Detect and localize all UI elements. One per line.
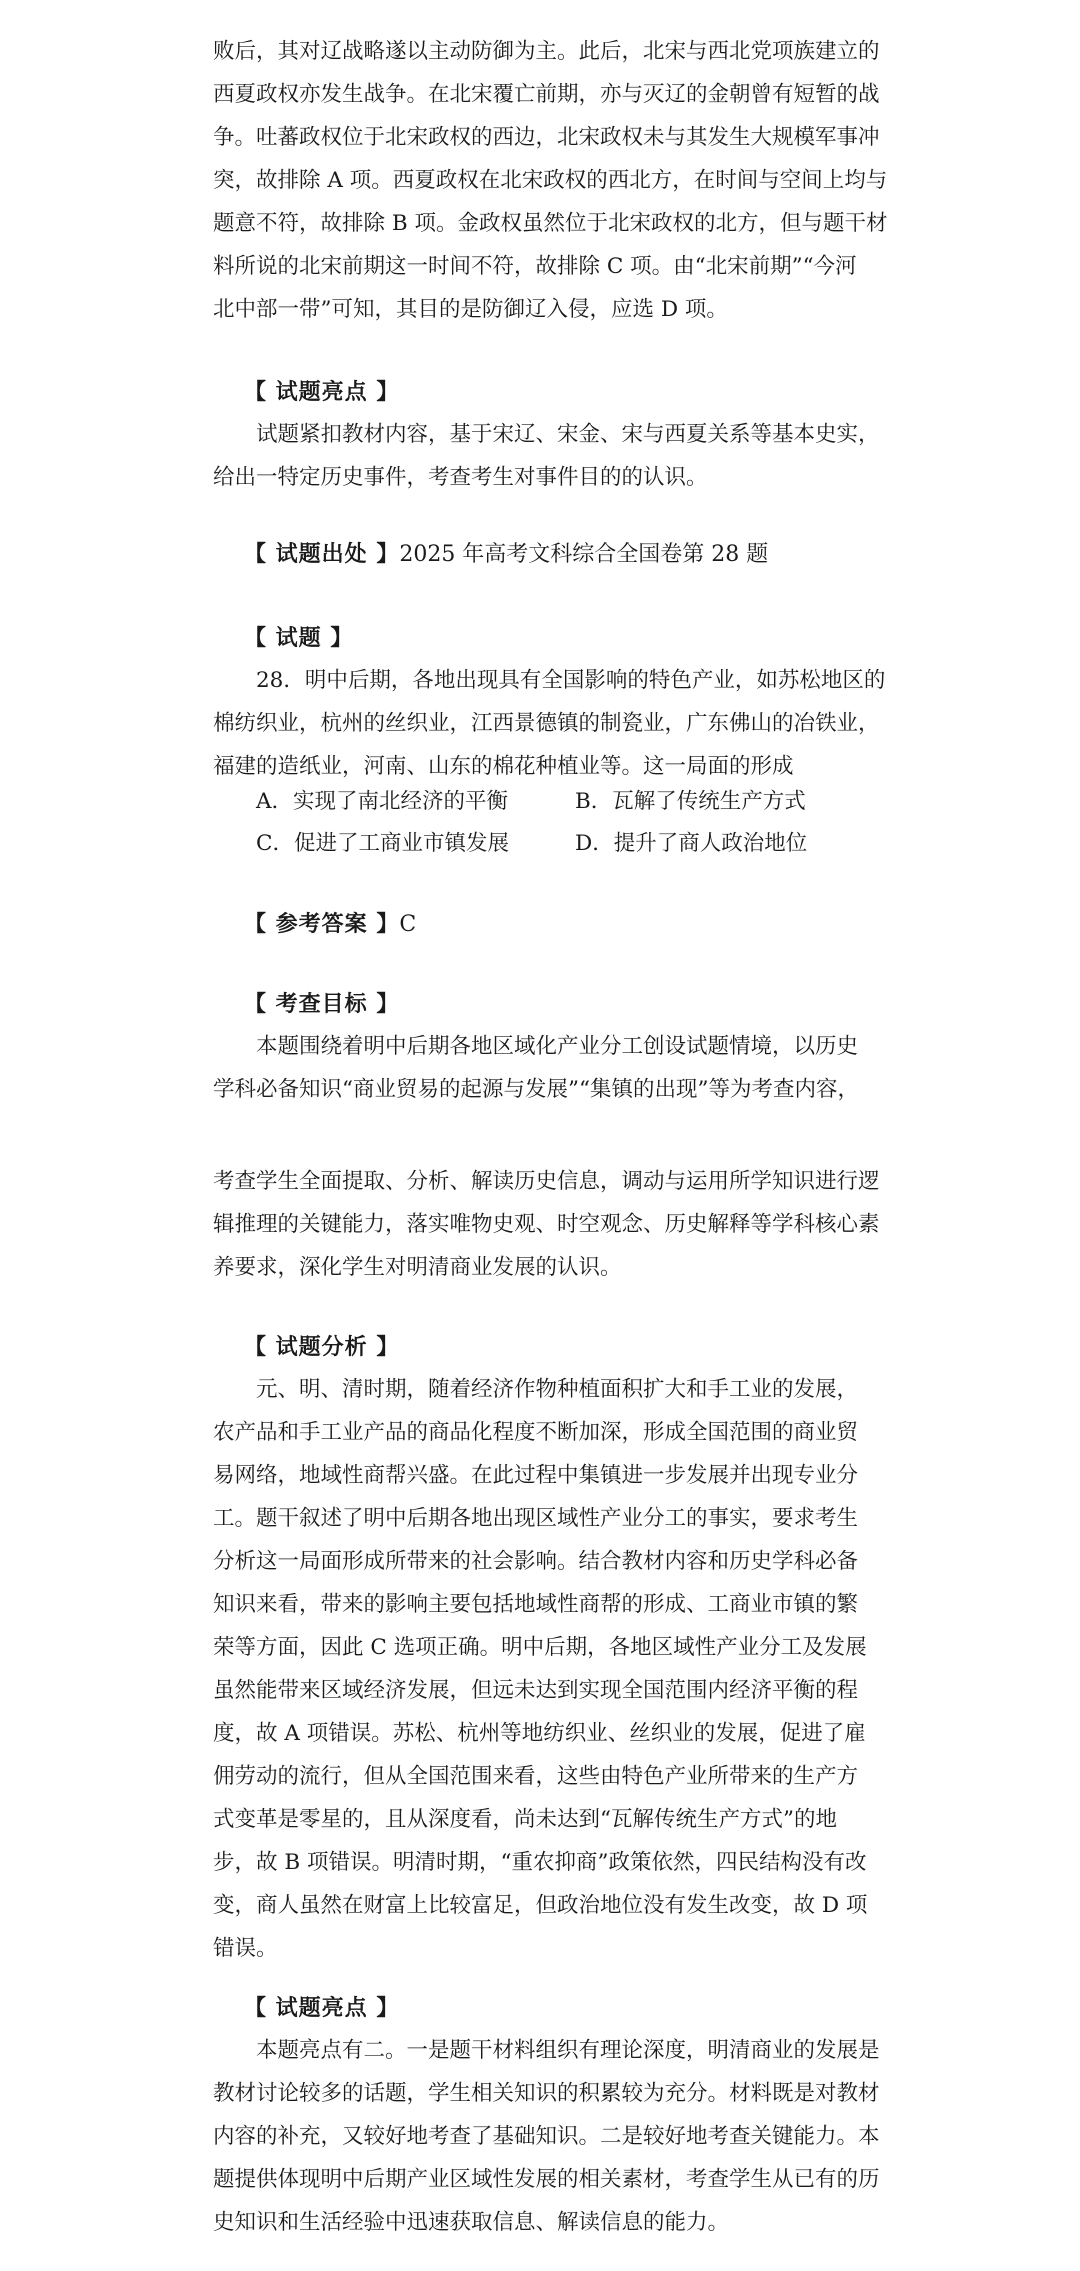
text-line: 养要求，深化学生对明清商业发展的认识。 [213, 1255, 622, 1280]
text-line: 题意不符，故排除 B 项。金政权虽然位于北宋政权的北方，但与题干材 [213, 211, 888, 236]
text-line: 料所说的北宋前期这一时间不符，故排除 C 项。由“北宋前期”“今河 [213, 254, 857, 279]
objective-paragraph-a [213, 1025, 859, 1111]
section-heading-answer: 【 参考答案 】C [244, 912, 417, 937]
text-line: 28．明中后期，各地出现具有全国影响的特色产业，如苏松地区的 [256, 668, 886, 693]
text-line: 式变革是零星的，且从深度看，尚未达到“瓦解传统生产方式”的地 [213, 1807, 837, 1832]
question-stem [213, 659, 885, 788]
section-heading-objective: 【 考查目标 】 [244, 992, 400, 1017]
text-line: 工。题干叙述了明中后期各地出现区域性产业分工的事实，要求考生 [213, 1506, 859, 1531]
text-line: 变，商人虽然在财富上比较富足，但政治地位没有发生改变，故 D 项 [213, 1893, 868, 1918]
text-line: 西夏政权亦发生战争。在北宋覆亡前期，亦与灭辽的金朝曾有短暂的战 [213, 82, 880, 107]
source-value: 2025 年高考文科综合全国卷第 28 题 [399, 542, 769, 567]
text-line: 福建的造纸业，河南、山东的棉花种植业等。这一局面的形成 [213, 754, 794, 779]
text-line: 元、明、清时期，随着经济作物种植面积扩大和手工业的发展， [256, 1377, 859, 1402]
text-line: 荣等方面，因此 C 选项正确。明中后期，各地区域性产业分工及发展 [213, 1635, 867, 1660]
text-line: 败后，其对辽战略遂以主动防御为主。此后，北宋与西北党项族建立的 [213, 39, 880, 64]
objective-paragraph-b [213, 1160, 880, 1289]
answer-explanation-paragraph [213, 30, 887, 331]
text-line: 错误。 [213, 1936, 278, 1961]
text-line: 题提供体现明中后期产业区域性发展的相关素材，考查学生从已有的历 [213, 2167, 880, 2192]
text-line: 北中部一带”可知，其目的是防御辽入侵，应选 D 项。 [213, 297, 728, 322]
text-line: 虽然能带来区域经济发展，但远未达到实现全国范围内经济平衡的程 [213, 1678, 859, 1703]
answer-value: C [399, 912, 417, 937]
highlight-paragraph [213, 413, 880, 499]
text-line: 佣劳动的流行，但从全国范围来看，这些由特色产业所带来的生产方 [213, 1764, 859, 1789]
option-d: D．提升了商人政治地位 [575, 831, 808, 856]
text-line: 步，故 B 项错误。明清时期，“重农抑商”政策依然，四民结构没有改 [213, 1850, 867, 1875]
section-heading-highlight: 【 试题亮点 】 [244, 380, 400, 405]
section-heading-analysis: 【 试题分析 】 [244, 1335, 400, 1360]
text-line: 分析这一局面形成所带来的社会影响。结合教材内容和历史学科必备 [213, 1549, 859, 1574]
text-line: 易网络，地域性商帮兴盛。在此过程中集镇进一步发展并出现专业分 [213, 1463, 859, 1488]
text-line: 试题紧扣教材内容，基于宋辽、宋金、宋与西夏关系等基本史实， [256, 422, 880, 447]
text-line: 本题围绕着明中后期各地区域化产业分工创设试题情境，以历史 [256, 1034, 859, 1059]
text-line: 学科必备知识“商业贸易的起源与发展”“集镇的出现”等为考查内容， [213, 1077, 859, 1102]
analysis-paragraph [213, 1368, 867, 1970]
text-line: 度，故 A 项错误。苏松、杭州等地纺织业、丝织业的发展，促进了雇 [213, 1721, 866, 1746]
text-line: 农产品和手工业产品的商品化程度不断加深，形成全国范围的商业贸 [213, 1420, 859, 1445]
text-line: 给出一特定历史事件，考查考生对事件目的的认识。 [213, 465, 708, 490]
text-line: 史知识和生活经验中迅速获取信息、解读信息的能力。 [213, 2210, 730, 2235]
option-b: B．瓦解了传统生产方式 [575, 789, 806, 814]
section-heading-source: 【 试题出处 】2025 年高考文科综合全国卷第 28 题 [244, 542, 769, 567]
option-a: A．实现了南北经济的平衡 [256, 789, 509, 814]
section-heading-question: 【 试题 】 [244, 626, 354, 651]
text-line: 知识来看，带来的影响主要包括地域性商帮的形成、工商业市镇的繁 [213, 1592, 859, 1617]
text-line: 棉纺织业，杭州的丝织业，江西景德镇的制瓷业，广东佛山的冶铁业， [213, 711, 880, 736]
option-c: C．促进了工商业市镇发展 [256, 831, 509, 856]
text-line: 本题亮点有二。一是题干材料组织有理论深度，明清商业的发展是 [256, 2038, 880, 2063]
highlight-paragraph-2 [213, 2029, 880, 2244]
text-line: 辑推理的关键能力，落实唯物史观、时空观念、历史解释等学科核心素 [213, 1212, 880, 1237]
text-line: 内容的补充，又较好地考查了基础知识。二是较好地考查关键能力。本 [213, 2124, 880, 2149]
text-line: 教材讨论较多的话题，学生相关知识的积累较为充分。材料既是对教材 [213, 2081, 880, 2106]
text-line: 突，故排除 A 项。西夏政权在北宋政权的西北方，在时间与空间上均与 [213, 168, 888, 193]
text-line: 争。吐蕃政权位于北宋政权的西边，北宋政权未与其发生大规模军事冲 [213, 125, 880, 150]
section-heading-highlight-2: 【 试题亮点 】 [244, 1996, 400, 2021]
text-line: 考查学生全面提取、分析、解读历史信息，调动与运用所学知识进行逻 [213, 1169, 880, 1194]
